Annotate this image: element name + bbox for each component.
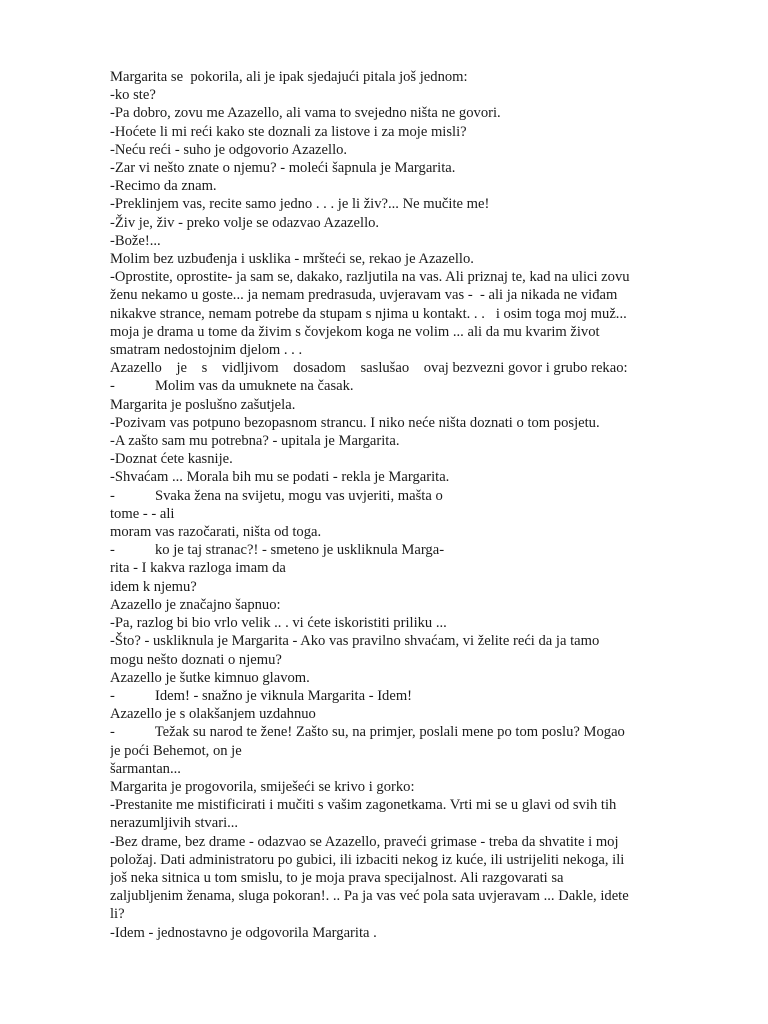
- text-line: moja je drama u tome da živim s čovjekom koga ne volim ... ali da mu kvarim život: [110, 323, 600, 340]
- text-line: je poći Behemot, on je: [110, 742, 242, 759]
- text-line: -Pa dobro, zovu me Azazello, ali vama to svejedno ništa ne govori.: [110, 105, 501, 122]
- text-line: rita - I kakva razloga imam da: [110, 560, 286, 577]
- text-line: -Idem - jednostavno je odgovorila Margarita .: [110, 924, 377, 941]
- text-line: Margarita se pokorila, ali je ipak sjedajući pitala još jednom:: [110, 69, 468, 85]
- text-line: -Prestanite me mistificirati i mučiti s vašim zagonetkama. Vrti mi se u glavi od svih tih: [110, 797, 617, 814]
- text-line: još neka sitnica u tom smislu, to je moja prava specijalnost. Ali razgovarati sa: [110, 869, 564, 886]
- text-line: nerazumljivih stvari...: [110, 815, 239, 832]
- text-line: -Bez drame, bez drame - odazvao se Azazello, praveći grimase - treba da shvatite i moj: [110, 833, 619, 850]
- text-line: -Doznat ćete kasnije.: [110, 451, 233, 468]
- text-line: moram vas razočarati, ništa od toga.: [110, 524, 322, 541]
- text-line: šarmantan...: [110, 760, 181, 777]
- text-line: Azazello je šutke kimnuo glavom.: [110, 669, 310, 686]
- text-line: Margarita je progovorila, smiješeći se krivo i gorko:: [110, 778, 415, 795]
- text-line: -Živ je, živ - preko volje se odazvao Azazello.: [110, 214, 380, 231]
- text-line: nikakve strance, nemam potrebe da stupam s njima u kontakt. . . i osim toga moj muž...: [110, 305, 627, 322]
- document-page: [110, 68, 715, 942]
- text-line: -ko ste?: [110, 87, 156, 104]
- text-line: - Molim vas da umuknete na časak.: [110, 378, 354, 395]
- text-line: Azazello je značajno šapnuo:: [110, 596, 281, 613]
- text-line: smatram nedostojnim djelom . . .: [110, 342, 303, 359]
- text-line: -Što? - uskliknula je Margarita - Ako vas pravilno shvaćam, vi želite reći da ja tamo: [110, 633, 600, 650]
- text-line: -Zar vi nešto znate o njemu? - moleći šapnula je Margarita.: [110, 160, 456, 177]
- text-line: -Neću reći - suho je odgovorio Azazello.: [110, 141, 348, 158]
- text-line: tome - - ali: [110, 505, 175, 522]
- text-line: -Hoćete li mi reći kako ste doznali za listove i za moje misli?: [110, 123, 467, 140]
- text-line: -Oprostite, oprostite- ja sam se, dakako, razljutila na vas. Ali priznaj te, kad na ulici zovu: [110, 269, 630, 286]
- text-line: - Svaka žena na svijetu, mogu vas uvjeriti, mašta o: [110, 487, 443, 504]
- text-line: Margarita je poslušno zašutjela.: [110, 396, 296, 413]
- text-line: idem k njemu?: [110, 578, 197, 595]
- text-line: položaj. Dati administratoru po gubici, ili izbaciti nekog iz kuće, ili ustrijeliti nekoga, ili: [110, 851, 625, 868]
- text-line: Azazello je s olakšanjem uzdahnuo: [110, 706, 316, 723]
- text-line: Azazello je s vidljivom dosadom saslušao ovaj bezvezni govor i grubo rekao:: [110, 360, 628, 377]
- text-line: -Bože!...: [110, 232, 161, 249]
- text-line: Molim bez uzbuđenja i usklika - mršteći se, rekao je Azazello.: [110, 251, 474, 268]
- text-line: mogu nešto doznati o njemu?: [110, 651, 282, 668]
- text-line: li?: [110, 906, 125, 923]
- text-line: - Idem! - snažno je viknula Margarita - Idem!: [110, 687, 413, 704]
- text-line: -Pa, razlog bi bio vrlo velik .. . vi ćete iskoristiti priliku ...: [110, 615, 447, 632]
- text-line: -Pozivam vas potpuno bezopasnom strancu. I niko neće ništa doznati o tom posjetu.: [110, 414, 600, 431]
- text-line: -Shvaćam ... Morala bih mu se podati - rekla je Margarita.: [110, 469, 450, 486]
- text-line: ženu nekamo u goste... ja nemam predrasuda, uvjeravam vas - - ali ja nikada ne viđam: [110, 287, 618, 304]
- text-line: zaljubljenim ženama, sluga pokoran!. .. Pa ja vas već pola sata uvjeravam ... Dakle, idete: [110, 888, 629, 905]
- text-line: -A zašto sam mu potrebna? - upitala je Margarita.: [110, 433, 400, 450]
- text-line: -Recimo da znam.: [110, 178, 217, 195]
- text-line: -Preklinjem vas, recite samo jedno . . . je li živ?... Ne mučite me!: [110, 196, 490, 213]
- text-line: - Težak su narod te žene! Zašto su, na primjer, poslali mene po tom poslu? Mogao: [110, 724, 625, 741]
- text-line: - ko je taj stranac?! - smeteno je uskliknula Marga-: [110, 542, 445, 559]
